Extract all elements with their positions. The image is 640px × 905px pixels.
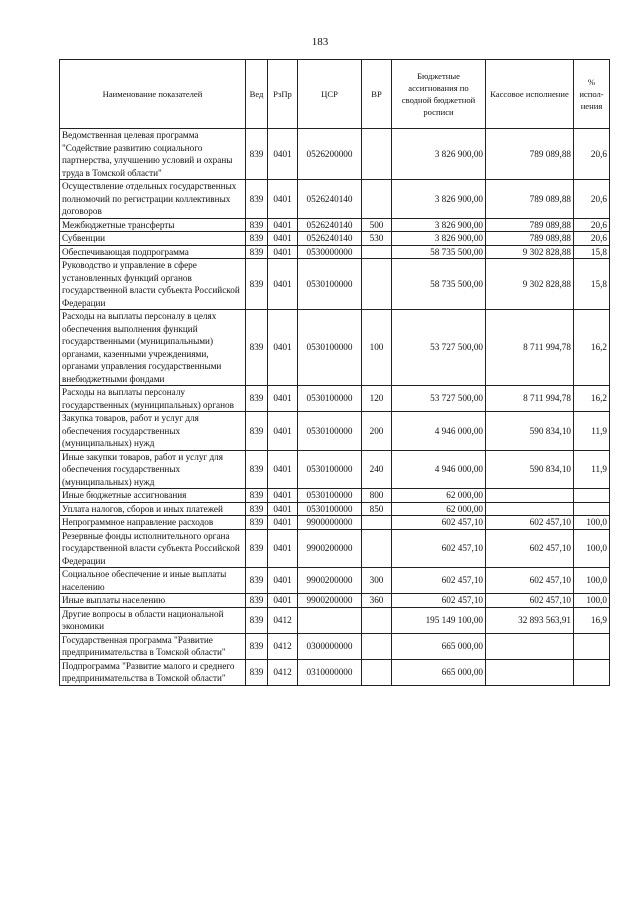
table-row (60, 232, 610, 246)
cell-budget: 3 826 900,00 (392, 129, 486, 180)
table-row (60, 450, 610, 489)
cell-percent (574, 633, 610, 659)
cell-csr: 0530100000 (298, 259, 362, 310)
cell-ved: 839 (246, 607, 268, 633)
cell-name: Иные закупки товаров, работ и услуг для обеспечения государственных (муниципальных) нужд (60, 450, 246, 489)
cell-vr: 200 (362, 412, 392, 451)
cell-csr: 9900200000 (298, 594, 362, 608)
header-vr: ВР (362, 60, 392, 129)
cell-ved: 839 (246, 516, 268, 530)
cell-budget: 4 946 000,00 (392, 450, 486, 489)
cell-vr (362, 180, 392, 219)
cell-name: Другие вопросы в области национальной экономики (60, 607, 246, 633)
cell-ved: 839 (246, 245, 268, 259)
cell-vr (362, 529, 392, 568)
table-row (60, 529, 610, 568)
cell-vr: 360 (362, 594, 392, 608)
cell-cash: 8 711 994,78 (486, 386, 574, 412)
cell-ved: 839 (246, 568, 268, 594)
cell-vr (362, 607, 392, 633)
cell-percent: 20,6 (574, 218, 610, 232)
cell-csr: 0310000000 (298, 659, 362, 685)
cell-budget: 602 457,10 (392, 529, 486, 568)
cell-percent: 16,2 (574, 386, 610, 412)
cell-csr: 0530100000 (298, 450, 362, 489)
cell-csr: 0530000000 (298, 245, 362, 259)
cell-name: Субвенции (60, 232, 246, 246)
cell-rzpr: 0401 (268, 450, 298, 489)
table-row (60, 412, 610, 451)
cell-vr (362, 259, 392, 310)
cell-cash: 602 457,10 (486, 516, 574, 530)
cell-csr: 0526240140 (298, 232, 362, 246)
cell-name: Подпрограмма "Развитие малого и среднего предпринимательства в Томской области" (60, 659, 246, 685)
cell-cash: 789 089,88 (486, 180, 574, 219)
header-rzpr: РзПр (268, 60, 298, 129)
cell-percent: 100,0 (574, 568, 610, 594)
cell-name: Ведомственная целевая программа "Содействие развитию социального партнерства, улучшению условий и охраны труда в Томской области" (60, 129, 246, 180)
cell-ved: 839 (246, 232, 268, 246)
cell-vr (362, 659, 392, 685)
cell-ved: 839 (246, 129, 268, 180)
cell-rzpr: 0401 (268, 386, 298, 412)
cell-vr (362, 129, 392, 180)
cell-vr (362, 245, 392, 259)
cell-name: Межбюджетные трансферты (60, 218, 246, 232)
cell-cash (486, 502, 574, 516)
cell-percent: 11,9 (574, 450, 610, 489)
cell-vr (362, 633, 392, 659)
cell-csr: 0530100000 (298, 502, 362, 516)
cell-ved: 839 (246, 310, 268, 386)
cell-csr: 9900000000 (298, 516, 362, 530)
cell-rzpr: 0401 (268, 218, 298, 232)
cell-percent: 20,6 (574, 129, 610, 180)
cell-vr: 530 (362, 232, 392, 246)
cell-csr: 0530100000 (298, 412, 362, 451)
cell-rzpr: 0401 (268, 310, 298, 386)
cell-rzpr: 0401 (268, 489, 298, 503)
cell-budget: 665 000,00 (392, 633, 486, 659)
cell-budget: 4 946 000,00 (392, 412, 486, 451)
cell-csr: 0530100000 (298, 310, 362, 386)
cell-name: Осуществление отдельных государственных полномочий по регистрации коллективных договоров (60, 180, 246, 219)
cell-budget: 3 826 900,00 (392, 180, 486, 219)
table-row (60, 633, 610, 659)
cell-budget: 195 149 100,00 (392, 607, 486, 633)
header-cash: Кассовое исполнение (486, 60, 574, 129)
cell-ved: 839 (246, 633, 268, 659)
cell-percent: 100,0 (574, 529, 610, 568)
cell-rzpr: 0401 (268, 412, 298, 451)
cell-budget: 62 000,00 (392, 502, 486, 516)
cell-csr: 9900200000 (298, 568, 362, 594)
cell-ved: 839 (246, 180, 268, 219)
cell-budget: 53 727 500,00 (392, 310, 486, 386)
cell-budget: 58 735 500,00 (392, 259, 486, 310)
cell-csr: 0300000000 (298, 633, 362, 659)
table-row (60, 310, 610, 386)
cell-budget: 62 000,00 (392, 489, 486, 503)
cell-name: Расходы на выплаты персоналу в целях обеспечения выполнения функций государственными (муниципальными) органами, казенными учреждениями, органами управления государственными внебюджетными фондами (60, 310, 246, 386)
cell-name: Социальное обеспечение и иные выплаты населению (60, 568, 246, 594)
cell-name: Обеспечивающая подпрограмма (60, 245, 246, 259)
cell-cash: 789 089,88 (486, 129, 574, 180)
cell-cash: 9 302 828,88 (486, 259, 574, 310)
table-header-row (60, 60, 610, 129)
cell-name: Иные выплаты населению (60, 594, 246, 608)
cell-name: Уплата налогов, сборов и иных платежей (60, 502, 246, 516)
cell-percent: 16,9 (574, 607, 610, 633)
cell-ved: 839 (246, 659, 268, 685)
cell-cash: 32 893 563,91 (486, 607, 574, 633)
cell-cash: 590 834,10 (486, 450, 574, 489)
cell-name: Иные бюджетные ассигнования (60, 489, 246, 503)
cell-budget: 602 457,10 (392, 568, 486, 594)
table-row (60, 489, 610, 503)
budget-table (59, 59, 610, 686)
table-row (60, 180, 610, 219)
cell-ved: 839 (246, 412, 268, 451)
cell-budget: 602 457,10 (392, 516, 486, 530)
cell-cash: 602 457,10 (486, 529, 574, 568)
cell-cash: 789 089,88 (486, 232, 574, 246)
cell-budget: 665 000,00 (392, 659, 486, 685)
cell-percent: 15,8 (574, 245, 610, 259)
cell-percent: 20,6 (574, 232, 610, 246)
cell-name: Резервные фонды исполнительного органа государственной власти субъекта Российской Федерации (60, 529, 246, 568)
cell-percent: 20,6 (574, 180, 610, 219)
cell-percent: 15,8 (574, 259, 610, 310)
header-name: Наименование показателей (60, 60, 246, 129)
header-ved: Вед (246, 60, 268, 129)
cell-ved: 839 (246, 218, 268, 232)
table-body (60, 129, 610, 686)
cell-rzpr: 0401 (268, 259, 298, 310)
cell-vr: 500 (362, 218, 392, 232)
cell-budget: 3 826 900,00 (392, 218, 486, 232)
cell-name: Закупка товаров, работ и услуг для обеспечения государственных (муниципальных) нужд (60, 412, 246, 451)
cell-vr: 850 (362, 502, 392, 516)
cell-budget: 53 727 500,00 (392, 386, 486, 412)
table-row (60, 594, 610, 608)
cell-name: Непрограммное направление расходов (60, 516, 246, 530)
cell-percent (574, 659, 610, 685)
cell-csr (298, 607, 362, 633)
cell-percent: 100,0 (574, 594, 610, 608)
cell-rzpr: 0412 (268, 633, 298, 659)
cell-percent (574, 489, 610, 503)
cell-percent: 100,0 (574, 516, 610, 530)
cell-vr: 300 (362, 568, 392, 594)
cell-csr: 0530100000 (298, 489, 362, 503)
cell-csr: 0530100000 (298, 386, 362, 412)
cell-rzpr: 0412 (268, 607, 298, 633)
cell-cash (486, 489, 574, 503)
cell-cash: 602 457,10 (486, 594, 574, 608)
cell-cash: 602 457,10 (486, 568, 574, 594)
table-row (60, 386, 610, 412)
table-row (60, 218, 610, 232)
table-row (60, 568, 610, 594)
cell-csr: 9900200000 (298, 529, 362, 568)
page-number: 183 (311, 36, 329, 48)
table-row (60, 259, 610, 310)
cell-percent: 16,2 (574, 310, 610, 386)
table-row (60, 245, 610, 259)
cell-cash: 8 711 994,78 (486, 310, 574, 386)
cell-vr: 240 (362, 450, 392, 489)
table-row (60, 502, 610, 516)
header-csr: ЦСР (298, 60, 362, 129)
cell-rzpr: 0401 (268, 568, 298, 594)
cell-rzpr: 0401 (268, 594, 298, 608)
table-row (60, 607, 610, 633)
cell-rzpr: 0412 (268, 659, 298, 685)
cell-cash: 789 089,88 (486, 218, 574, 232)
cell-name: Руководство и управление в сфере установленных функций органов государственной власти субъекта Российской Федерации (60, 259, 246, 310)
cell-vr: 800 (362, 489, 392, 503)
cell-rzpr: 0401 (268, 516, 298, 530)
cell-rzpr: 0401 (268, 232, 298, 246)
header-budget: Бюджетные ассигнования по сводной бюджетной росписи (392, 60, 486, 129)
cell-csr: 0526200000 (298, 129, 362, 180)
table-row (60, 659, 610, 685)
cell-vr: 100 (362, 310, 392, 386)
cell-vr (362, 516, 392, 530)
cell-ved: 839 (246, 594, 268, 608)
table-row (60, 129, 610, 180)
cell-name: Государственная программа "Развитие предпринимательства в Томской области" (60, 633, 246, 659)
cell-ved: 839 (246, 450, 268, 489)
cell-ved: 839 (246, 386, 268, 412)
cell-name: Расходы на выплаты персоналу государственных (муниципальных) органов (60, 386, 246, 412)
cell-ved: 839 (246, 529, 268, 568)
cell-csr: 0526240140 (298, 218, 362, 232)
cell-budget: 58 735 500,00 (392, 245, 486, 259)
cell-rzpr: 0401 (268, 529, 298, 568)
cell-percent (574, 502, 610, 516)
cell-budget: 3 826 900,00 (392, 232, 486, 246)
cell-rzpr: 0401 (268, 180, 298, 219)
cell-percent: 11,9 (574, 412, 610, 451)
cell-cash (486, 659, 574, 685)
cell-csr: 0526240140 (298, 180, 362, 219)
header-percent: % испол-нения (574, 60, 610, 129)
table-row (60, 516, 610, 530)
cell-ved: 839 (246, 259, 268, 310)
cell-cash: 590 834,10 (486, 412, 574, 451)
cell-cash: 9 302 828,88 (486, 245, 574, 259)
cell-cash (486, 633, 574, 659)
cell-vr: 120 (362, 386, 392, 412)
cell-ved: 839 (246, 489, 268, 503)
cell-rzpr: 0401 (268, 245, 298, 259)
cell-budget: 602 457,10 (392, 594, 486, 608)
cell-rzpr: 0401 (268, 502, 298, 516)
cell-ved: 839 (246, 502, 268, 516)
cell-rzpr: 0401 (268, 129, 298, 180)
